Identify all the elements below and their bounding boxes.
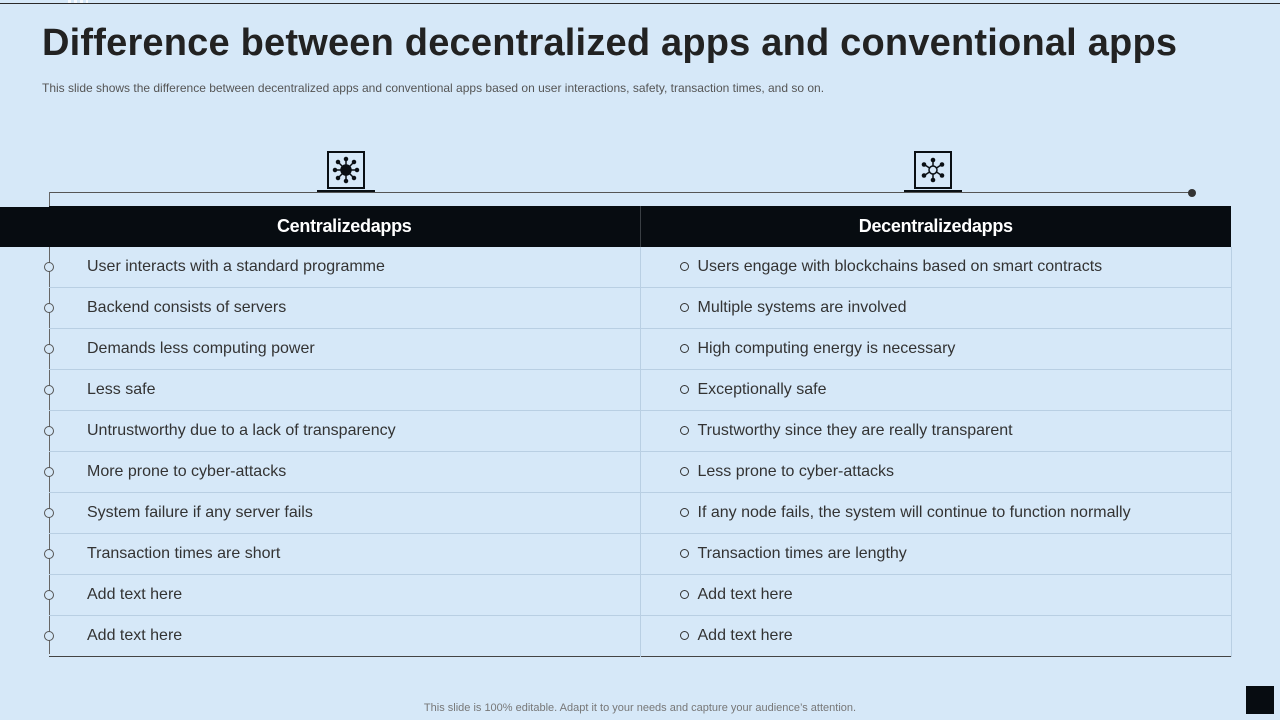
table-row	[49, 411, 1231, 452]
centralized-text: Backend consists of servers	[87, 299, 287, 316]
timeline-node	[44, 467, 54, 477]
bullet-circle-icon	[680, 508, 689, 517]
timeline-node	[44, 631, 54, 641]
decentralized-text: If any node fails, the system will continue to function normally	[697, 504, 1131, 521]
decentralized-network-icon	[914, 151, 952, 189]
bullet-circle-icon	[680, 549, 689, 558]
decentralized-cell	[640, 288, 1231, 329]
table-row	[49, 370, 1231, 411]
header-accent-bar	[0, 207, 50, 247]
decentralized-text: Add text here	[697, 627, 793, 644]
table-row	[49, 616, 1231, 657]
decentralized-text: Users engage with blockchains based on smart contracts	[697, 258, 1103, 275]
bullet-circle-icon	[680, 467, 689, 476]
centralized-cell	[49, 534, 640, 575]
centralized-text: Transaction times are short	[87, 545, 281, 562]
centralized-text: Untrustworthy due to a lack of transparency	[87, 422, 396, 439]
centralized-cell	[49, 493, 640, 534]
bullet-circle-icon	[680, 344, 689, 353]
table-row	[49, 247, 1231, 288]
decentralized-text: Less prone to cyber-attacks	[697, 463, 895, 480]
bullet-circle-icon	[680, 303, 689, 312]
timeline-node	[44, 549, 54, 559]
table-row	[49, 493, 1231, 534]
timeline-end-dot	[1188, 189, 1196, 197]
table-row	[49, 452, 1231, 493]
centralized-text: Add text here	[87, 586, 183, 603]
header-centralized-apps: Centralizedapps	[49, 206, 640, 247]
comparison-table	[49, 206, 1232, 657]
timeline-node	[44, 385, 54, 395]
timeline-node	[44, 426, 54, 436]
timeline-node	[44, 262, 54, 272]
bullet-circle-icon	[680, 426, 689, 435]
decentralized-text: Exceptionally safe	[697, 381, 827, 398]
top-rule	[0, 3, 1280, 4]
decentralized-cell	[640, 575, 1231, 616]
centralized-text: More prone to cyber-attacks	[87, 463, 287, 480]
table-row	[49, 329, 1231, 370]
decentralized-text: Multiple systems are involved	[697, 299, 907, 316]
decentralized-cell	[640, 616, 1231, 657]
table-header-row	[49, 206, 1231, 247]
centralized-text: Add text here	[87, 627, 183, 644]
decentralized-cell	[640, 452, 1231, 493]
top-decoration	[68, 0, 88, 3]
centralized-text: Less safe	[87, 381, 156, 398]
timeline-node	[44, 590, 54, 600]
decentralized-cell	[640, 493, 1231, 534]
centralized-network-icon	[327, 151, 365, 189]
centralized-network-icon-svg	[332, 156, 360, 184]
timeline-node	[44, 303, 54, 313]
header-decentralized-apps: Decentralizedapps	[640, 206, 1231, 247]
centralized-cell	[49, 411, 640, 452]
timeline-node	[44, 508, 54, 518]
decentralized-text: Add text here	[697, 586, 793, 603]
centralized-cell	[49, 247, 640, 288]
footer-note: This slide is 100% editable. Adapt it to your needs and capture your audience’s attention.	[423, 702, 857, 714]
bullet-circle-icon	[680, 590, 689, 599]
table-row	[49, 288, 1231, 329]
centralized-cell	[49, 575, 640, 616]
table-row	[49, 575, 1231, 616]
decentralized-cell	[640, 534, 1231, 575]
decentralized-text: High computing energy is necessary	[697, 340, 956, 357]
centralized-cell	[49, 288, 640, 329]
centralized-text: System failure if any server fails	[87, 504, 313, 521]
decentralized-network-icon-svg	[919, 156, 947, 184]
centralized-cell	[49, 452, 640, 493]
centralized-text: Demands less computing power	[87, 340, 315, 357]
decentralized-cell	[640, 247, 1231, 288]
bullet-circle-icon	[680, 262, 689, 271]
table-row	[49, 534, 1231, 575]
decentralized-text: Transaction times are lengthy	[697, 545, 907, 562]
decentralized-text: Trustworthy since they are really transparent	[697, 422, 1013, 439]
decentralized-cell	[640, 411, 1231, 452]
centralized-cell	[49, 616, 640, 657]
centralized-cell	[49, 329, 640, 370]
decentralized-cell	[640, 370, 1231, 411]
bullet-circle-icon	[680, 385, 689, 394]
slide-title: Difference between decentralized apps and conventional apps	[42, 22, 1178, 64]
centralized-cell	[49, 370, 640, 411]
decentralized-cell	[640, 329, 1231, 370]
corner-square	[1246, 686, 1274, 714]
slide-subtitle: This slide shows the difference between decentralized apps and conventional apps based on user interactions, safety, transaction times, and so on.	[42, 81, 825, 95]
bullet-circle-icon	[680, 631, 689, 640]
centralized-text: User interacts with a standard programme	[87, 258, 385, 275]
timeline-node	[44, 344, 54, 354]
timeline-horizontal-line	[49, 192, 1192, 193]
